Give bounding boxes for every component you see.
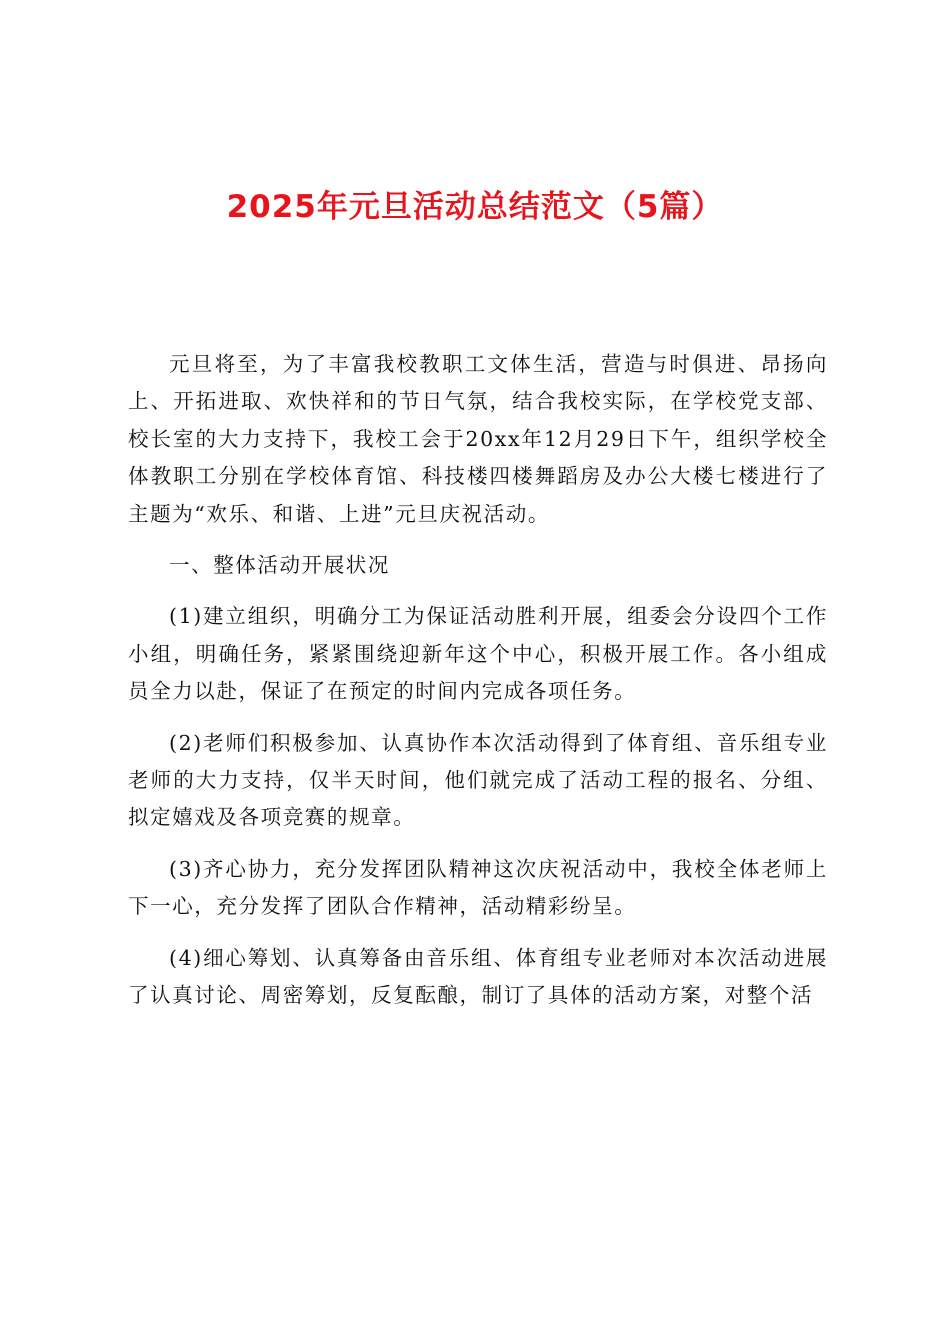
- section-heading-overall-status: 一、整体活动开展状况: [169, 553, 390, 578]
- paragraph-intro: 元旦将至，为了丰富我校教职工文体生活，营造与时俱进、昂扬向上、开拓进取、欢快祥和的节日气氛，结合我校实际，在学校党支部、校长室的大力支持下，我校工会于20xx年12月29日下午，组织学校全体教职工分别在学校体育馆、科技楼四楼舞蹈房及办公大楼七楼进行了主题为“欢乐、和谐、上进”元旦庆祝活动。: [128, 352, 828, 526]
- paragraph-item-1: (1)建立组织，明确分工为保证活动胜利开展，组委会分设四个工作小组，明确任务，紧紧围绕迎新年这个中心，积极开展工作。各小组成员全力以赴，保证了在预定的时间内完成各项任务。: [128, 604, 828, 704]
- document-body: [128, 346, 828, 1029]
- paragraph-item-4: (4)细心筹划、认真筹备由音乐组、体育组专业老师对本次活动进展了认真讨论、周密筹划，反复酝酿，制订了具体的活动方案，对整个活: [128, 945, 828, 1008]
- paragraph-item-3: (3)齐心协力，充分发挥团队精神这次庆祝活动中，我校全体老师上下一心，充分发挥了团队合作精神，活动精彩纷呈。: [128, 856, 828, 919]
- document-title: 2025年元旦活动总结范文（5篇）: [226, 189, 724, 225]
- paragraph-item-2: (2)老师们积极参加、认真协作本次活动得到了体育组、音乐组专业老师的大力支持，仅半天时间，他们就完成了活动工程的报名、分组、拟定嬉戏及各项竞赛的规章。: [128, 730, 828, 830]
